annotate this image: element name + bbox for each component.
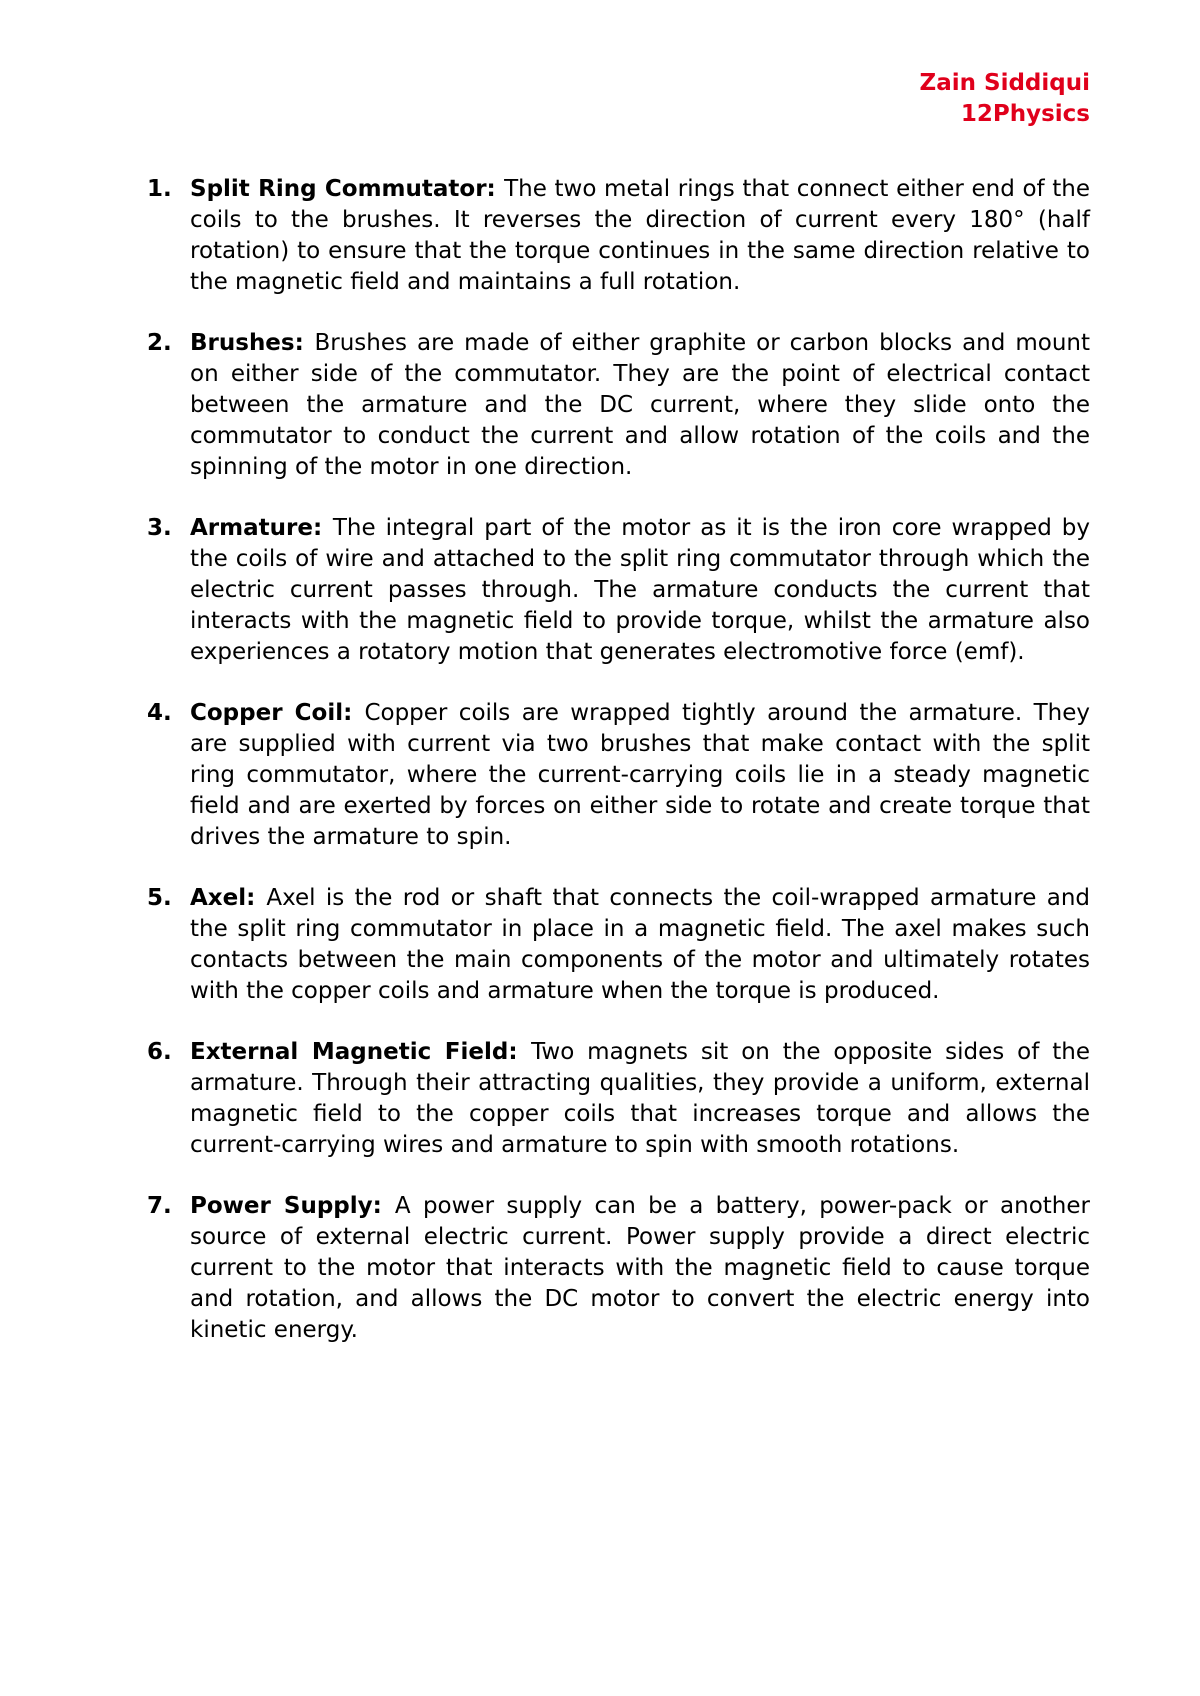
list-item-brushes: [147, 328, 1090, 483]
list-item-axel: [147, 883, 1090, 1007]
item-text: Axel is the rod or shaft that connects the coil-wrapped armature and the split ring commutator in place in a magnetic field. The axel makes such contacts between the main components of the motor and ultimately rotates with the copper coils and armature when the torque is produced.: [190, 885, 1090, 1004]
list-item-external-magnetic-field: [147, 1037, 1090, 1161]
author-name: Zain Siddiqui: [919, 70, 1090, 96]
author-header: [920, 68, 1090, 130]
item-text: A power supply can be a battery, power-pack or another source of external electric current. Power supply provide a direct electric current to the motor that interacts with the magnetic field to cause torque and rotation, and allows the DC motor to convert the electric energy into kinetic energy.: [190, 1193, 1090, 1343]
item-number: 2.: [147, 330, 172, 356]
class-label: 12Physics: [960, 101, 1090, 127]
item-text: Brushes are made of either graphite or carbon blocks and mount on either side of the commutator. They are the point of electrical contact between the armature and the DC current, where they slide onto the commutator to conduct the current and allow rotation of the coils and the spinning of the motor in one direction.: [190, 330, 1090, 480]
item-title: Power Supply:: [190, 1193, 395, 1219]
item-title: Axel:: [190, 885, 267, 911]
item-number: 7.: [147, 1193, 172, 1219]
item-text: The two metal rings that connect either end of the coils to the brushes. It reverses the direction of current every 180° (half rotation) to ensure that the torque continues in the same direction relative to the magnetic field and maintains a full rotation.: [190, 176, 1090, 295]
list-item-power-supply: [147, 1191, 1090, 1346]
list-item-armature: [147, 513, 1090, 668]
item-title: Brushes:: [190, 330, 315, 356]
item-text: The integral part of the motor as it is the iron core wrapped by the coils of wire and attached to the split ring commutator through which the electric current passes through. The armature conducts the current that interacts with the magnetic field to provide torque, whilst the armature also experiences a rotatory motion that generates electromotive force (emf).: [190, 515, 1090, 665]
item-title: Copper Coil:: [190, 700, 365, 726]
item-text: Copper coils are wrapped tightly around the armature. They are supplied with current via two brushes that make contact with the split ring commutator, where the current-carrying coils lie in a steady magnetic field and are exerted by forces on either side to rotate and create torque that drives the armature to spin.: [190, 700, 1090, 850]
item-number: 3.: [147, 515, 172, 541]
item-text: Two magnets sit on the opposite sides of the armature. Through their attracting qualities, they provide a uniform, external magnetic field to the copper coils that increases torque and allows the current-carrying wires and armature to spin with smooth rotations.: [190, 1039, 1090, 1158]
item-title: External Magnetic Field:: [190, 1039, 532, 1065]
item-title: Armature:: [190, 515, 333, 541]
item-title: Split Ring Commutator:: [190, 176, 505, 202]
list-item-split-ring-commutator: [147, 174, 1090, 298]
item-number: 5.: [147, 885, 172, 911]
item-number: 6.: [147, 1039, 172, 1065]
item-number: 1.: [147, 176, 172, 202]
list-item-copper-coil: [147, 698, 1090, 853]
component-list: [147, 174, 1090, 1376]
item-number: 4.: [147, 700, 172, 726]
